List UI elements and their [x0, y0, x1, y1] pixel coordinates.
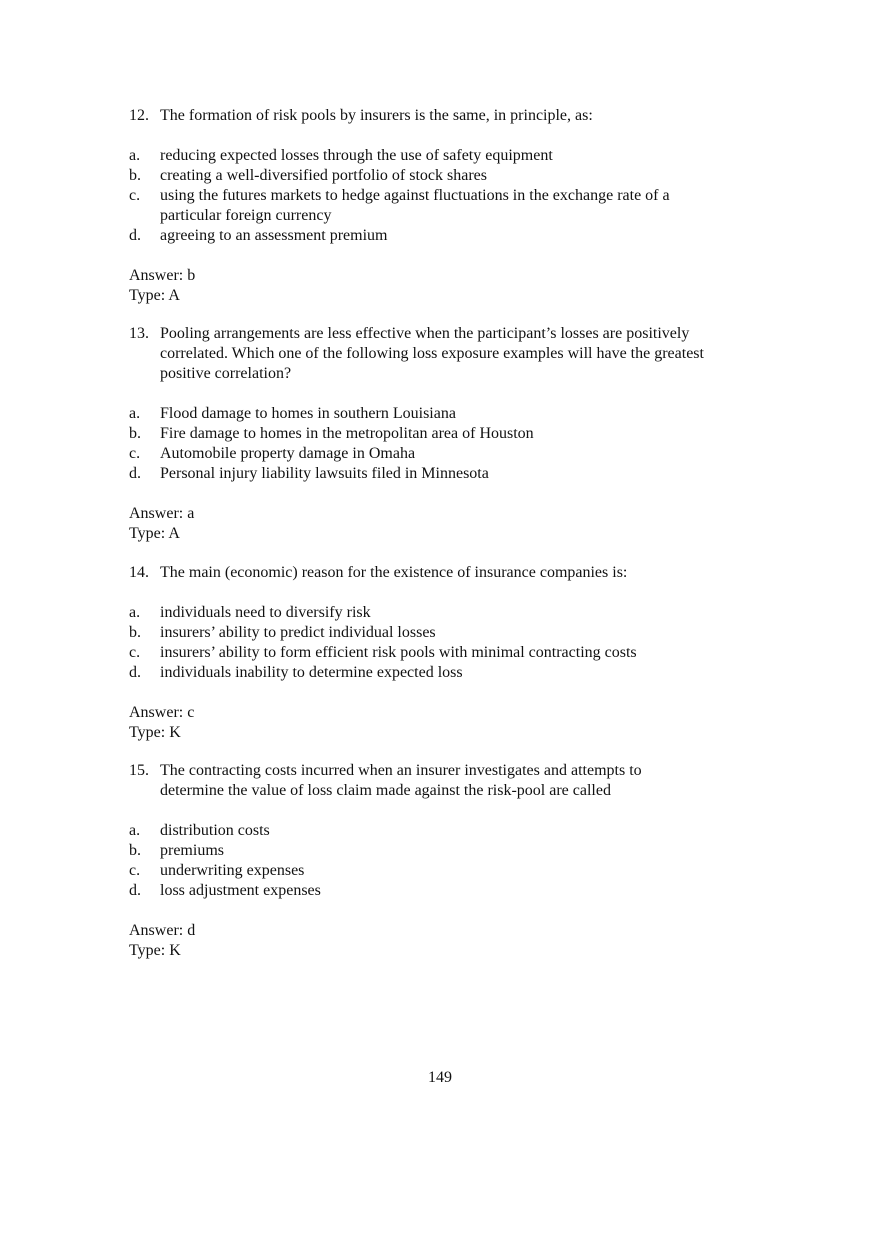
- question-number: 15.: [129, 762, 149, 779]
- option-label: c.: [129, 445, 141, 462]
- option-text: agreeing to an assessment premium: [160, 227, 388, 244]
- option-text: premiums: [160, 842, 224, 859]
- type-line: Type: K: [129, 942, 181, 959]
- option-label: b.: [129, 842, 141, 859]
- option-label: b.: [129, 624, 141, 641]
- type-line: Type: K: [129, 724, 181, 741]
- type-line: Type: A: [129, 287, 180, 304]
- option-label: d.: [129, 465, 141, 482]
- option-label: a.: [129, 822, 141, 839]
- question-15: [129, 761, 769, 961]
- question-12: [129, 106, 769, 306]
- option-b: [129, 623, 769, 643]
- answer-block: [129, 504, 769, 544]
- option-d: [129, 663, 769, 683]
- answer-block: [129, 703, 769, 743]
- option-label: c.: [129, 862, 141, 879]
- option-c: [129, 643, 769, 663]
- question-text: Pooling arrangements are less effective when the participant’s losses are positively correlated. Which one of the following loss exposure examples will have the greatest positive correlation?: [160, 325, 704, 382]
- page-number: 149: [428, 1069, 452, 1086]
- option-d: [129, 464, 769, 484]
- option-d: [129, 881, 769, 901]
- option-d: [129, 226, 769, 246]
- option-text: distribution costs: [160, 822, 270, 839]
- option-b: [129, 424, 769, 444]
- option-label: a.: [129, 147, 141, 164]
- question-stem: [129, 106, 769, 126]
- question-number: 12.: [129, 107, 149, 124]
- option-label: b.: [129, 167, 141, 184]
- option-text: individuals need to diversify risk: [160, 604, 371, 621]
- answer-line: Answer: c: [129, 704, 195, 721]
- option-label: d.: [129, 227, 141, 244]
- option-b: [129, 841, 769, 861]
- option-a: [129, 603, 769, 623]
- question-text: The main (economic) reason for the existence of insurance companies is:: [160, 564, 628, 581]
- option-label: a.: [129, 405, 141, 422]
- options-list: [129, 404, 769, 484]
- question-text: The contracting costs incurred when an insurer investigates and attempts to determine the value of loss claim made against the risk-pool are called: [160, 762, 642, 799]
- option-a: [129, 404, 769, 424]
- option-label: a.: [129, 604, 141, 621]
- question-stem: [129, 563, 769, 583]
- option-text: underwriting expenses: [160, 862, 305, 879]
- option-text: loss adjustment expenses: [160, 882, 321, 899]
- option-c: [129, 186, 769, 226]
- answer-line: Answer: d: [129, 922, 196, 939]
- question-number: 14.: [129, 564, 149, 581]
- options-list: [129, 821, 769, 901]
- option-text: creating a well-diversified portfolio of stock shares: [160, 167, 487, 184]
- options-list: [129, 146, 769, 246]
- option-text: using the futures markets to hedge against fluctuations in the exchange rate of a particular foreign currency: [160, 187, 670, 224]
- answer-block: [129, 266, 769, 306]
- options-list: [129, 603, 769, 683]
- question-text: The formation of risk pools by insurers is the same, in principle, as:: [160, 107, 593, 124]
- option-label: c.: [129, 644, 141, 661]
- answer-line: Answer: b: [129, 267, 196, 284]
- option-text: Automobile property damage in Omaha: [160, 445, 416, 462]
- option-text: reducing expected losses through the use of safety equipment: [160, 147, 553, 164]
- question-stem: [129, 324, 769, 384]
- option-c: [129, 861, 769, 881]
- option-b: [129, 166, 769, 186]
- option-label: d.: [129, 882, 141, 899]
- option-label: c.: [129, 187, 141, 204]
- option-label: b.: [129, 425, 141, 442]
- type-line: Type: A: [129, 525, 180, 542]
- question-stem: [129, 761, 769, 801]
- option-text: Fire damage to homes in the metropolitan area of Houston: [160, 425, 534, 442]
- option-text: insurers’ ability to form efficient risk pools with minimal contracting costs: [160, 644, 637, 661]
- option-text: insurers’ ability to predict individual losses: [160, 624, 436, 641]
- answer-line: Answer: a: [129, 505, 195, 522]
- question-13: [129, 324, 769, 544]
- option-c: [129, 444, 769, 464]
- question-14: [129, 563, 769, 743]
- question-number: 13.: [129, 325, 149, 342]
- option-a: [129, 821, 769, 841]
- option-text: Personal injury liability lawsuits filed in Minnesota: [160, 465, 489, 482]
- option-text: individuals inability to determine expected loss: [160, 664, 463, 681]
- answer-block: [129, 921, 769, 961]
- option-text: Flood damage to homes in southern Louisiana: [160, 405, 456, 422]
- option-label: d.: [129, 664, 141, 681]
- option-a: [129, 146, 769, 166]
